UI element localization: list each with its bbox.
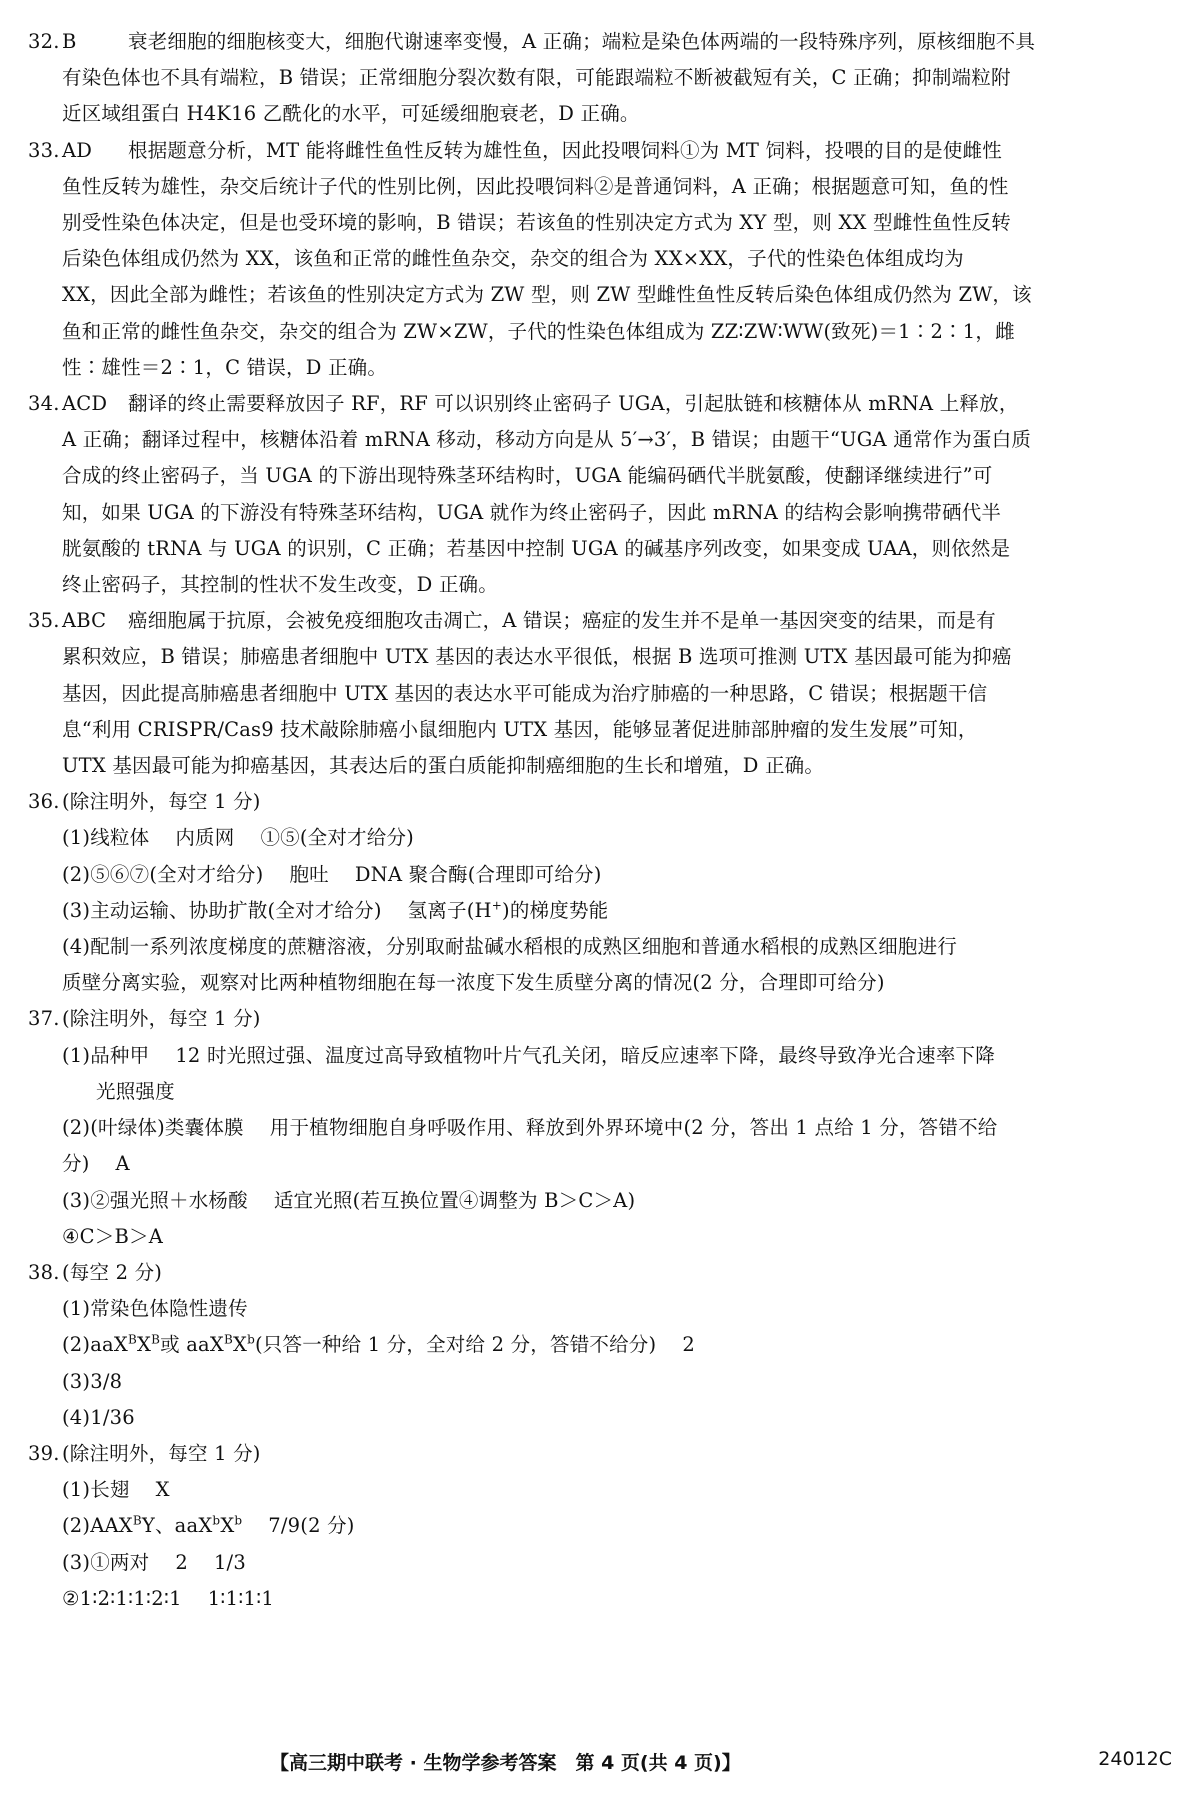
answer-36-part-1 [28,820,1174,856]
answer-text: (3)②强光照＋水杨酸 [62,1188,248,1212]
answer-text: (1)品种甲 [62,1043,150,1067]
superscript: B [132,1513,142,1528]
answer-text: (1)长翅 [62,1478,130,1502]
answer-text: (只答一种给 1 分，全对给 2 分，答错不给分) [254,1333,657,1357]
superscript: B [151,1332,161,1347]
answer-key: B [62,30,77,53]
explanation-line: 别受性染色体决定，但是也受环境的影响，B 错误；若该鱼的性别决定方式为 XY 型，则 XX 型雌性鱼性反转 [62,211,1011,235]
answer-text: 1/3 [213,1550,246,1574]
answer-text: 分) [62,1152,90,1176]
answer-text: 用于植物细胞自身呼吸作用、释放到外界环境中(2 分，答出 1 点给 1 分，答错不给 [269,1116,998,1140]
answer-key: ACD [62,392,108,416]
answer-text: 内质网 [175,826,235,850]
explanation-line: 性∶雄性＝2∶1，C 错误，D 正确。 [62,355,388,379]
question-number: 32. [28,30,60,53]
answer-text: (4)配制一系列浓度梯度的蔗糖溶液，分别取耐盐碱水稻根的成熟区细胞和普通水稻根的成熟区细胞进行 [62,935,958,959]
answer-38-part-1 [28,1291,1174,1327]
question-number: 35. [28,609,60,633]
explanation-line: 合成的终止密码子，当 UGA 的下游出现特殊茎环结构时，UGA 能编码硒代半胱氨酸，使翻译继续进行”可 [62,464,993,488]
explanation-line: XX，因此全部为雌性；若该鱼的性别决定方式为 ZW 型，则 ZW 型雌性鱼性反转后染色体组成仍然为 ZW，该 [62,283,1032,307]
genotype-text: X [220,1514,235,1538]
answer-38-part-2 [28,1327,1174,1363]
answer-39-part-2 [28,1508,1174,1544]
answer-text: 2 [175,1550,188,1574]
answer-page [28,24,1174,1617]
footer-title: 【高三期中联考 · 生物学参考答案 第 4 页(共 4 页)】 [270,1752,741,1774]
answer-text: A [115,1152,130,1176]
answer-text: ②1∶2∶1∶1∶2∶1 [62,1586,182,1610]
answer-39-part-3 [28,1545,1174,1581]
answer-text: 12 时光照过强、温度过高导致植物叶片气孔关闭，暗反应速率下降，最终导致净光合速率下降 [175,1043,995,1067]
genotype-text: (2)AAX [62,1514,133,1538]
answer-33 [28,133,1174,386]
superscript: B [223,1332,233,1347]
explanation-line: 衰老细胞的细胞核变大，细胞代谢速率变慢，A 正确；端粒是染色体两端的一段特殊序列，原核细胞不具 [128,30,1036,53]
answer-text: 胞吐 [289,862,329,886]
answer-36-part-4 [28,929,1174,1001]
answer-34 [28,386,1174,603]
genotype-text: X [233,1333,248,1357]
answer-text: 2 [682,1333,695,1357]
question-number: 33. [28,138,60,162]
answer-37-part-2 [28,1110,1174,1182]
scoring-note: (每空 2 分) [62,1260,163,1284]
explanation-line: 近区域组蛋白 H4K16 乙酰化的水平，可延缓细胞衰老，D 正确。 [62,102,640,126]
answer-39 [28,1436,1174,1472]
explanation-line: 鱼和正常的雌性鱼杂交，杂交的组合为 ZW×ZW，子代的性染色体组成为 ZZ∶ZW∶WW(致死)＝1∶2∶1，雌 [62,319,1015,343]
answer-37 [28,1001,1174,1037]
superscript: b [247,1332,255,1347]
scoring-note: (除注明外，每空 1 分) [62,1007,261,1031]
genotype-text: Y、aaX [141,1514,213,1538]
answer-39-part-1 [28,1472,1174,1508]
answer-32 [28,24,1174,133]
answer-text: ①⑤(全对才给分) [260,826,414,850]
answer-text: (3)①两对 [62,1550,150,1574]
question-number: 37. [28,1007,60,1031]
superscript: + [491,898,503,913]
explanation-line: 后染色体组成仍然为 XX，该鱼和正常的雌性鱼杂交，杂交的组合为 XX×XX，子代的性染色体组成均为 [62,247,964,271]
answer-text: 质壁分离实验，观察对比两种植物细胞在每一浓度下发生质壁分离的情况(2 分，合理即可给分) [62,971,885,995]
explanation-line: 鱼性反转为雄性，杂交后统计子代的性别比例，因此投喂饲料②是普通饲料，A 正确；根据题意可知，鱼的性 [62,174,1009,198]
superscript: B [127,1332,137,1347]
answer-36-part-3 [28,893,1174,929]
answer-text: 7/9(2 分) [268,1514,355,1538]
scoring-note: (除注明外，每空 1 分) [62,790,261,814]
answer-text: X [155,1478,170,1502]
question-number: 39. [28,1441,60,1465]
answer-text: (1)线粒体 [62,826,150,850]
answer-text: (2)⑤⑥⑦(全对才给分) [62,862,264,886]
explanation-line: A 正确；翻译过程中，核糖体沿着 mRNA 移动，移动方向是从 5′→3′，B 错误；由题干“UGA 通常作为蛋白质 [62,428,1032,452]
answer-36 [28,784,1174,820]
answer-38-part-4 [28,1400,1174,1436]
answer-text: )的梯度势能 [502,898,609,922]
explanation-line: 癌细胞属于抗原，会被免疫细胞攻击凋亡，A 错误；癌症的发生并不是单一基因突变的结果，而是有 [128,609,996,633]
answer-37-part-1 [28,1038,1174,1110]
explanation-line: 息“利用 CRISPR/Cas9 技术敲除肺癌小鼠细胞内 UTX 基因，能够显著促进肺部肿瘤的发生发展”可知， [62,717,978,741]
page-footer [0,1742,1200,1782]
answer-text: DNA 聚合酶(合理即可给分) [354,862,602,886]
scoring-note: (除注明外，每空 1 分) [62,1441,261,1465]
question-number: 36. [28,790,60,814]
answer-text: 光照强度 [96,1079,175,1103]
answer-key: AD [62,138,93,162]
answer-37-part-3 [28,1183,1174,1255]
answer-38 [28,1255,1174,1291]
answer-text: (3)3/8 [62,1369,123,1393]
answer-text: (3)主动运输、协助扩散(全对才给分) [62,898,382,922]
answer-text: ④C＞B＞A [62,1224,164,1248]
genotype-text: (2)aaX [62,1333,128,1357]
answer-text: (4)1/36 [62,1405,135,1429]
answer-36-part-2 [28,857,1174,893]
answer-text: (2)(叶绿体)类囊体膜 [62,1116,244,1140]
explanation-line: 基因，因此提高肺癌患者细胞中 UTX 基因的表达水平可能成为治疗肺癌的一种思路，C 错误；根据题干信 [62,681,988,705]
question-number: 38. [28,1260,60,1284]
answer-key: ABC [62,609,107,633]
answer-38-part-3 [28,1364,1174,1400]
explanation-line: 累积效应，B 错误；肺癌患者细胞中 UTX 基因的表达水平很低，根据 B 选项可推测 UTX 基因最可能为抑癌 [62,645,1012,669]
document-code: 24012C [1098,1748,1172,1770]
explanation-line: UTX 基因最可能为抑癌基因，其表达后的蛋白质能抑制癌细胞的生长和增殖，D 正确。 [62,754,825,778]
explanation-line: 终止密码子，其控制的性状不发生改变，D 正确。 [62,573,498,597]
explanation-line: 有染色体也不具有端粒，B 错误；正常细胞分裂次数有限，可能跟端粒不断被截短有关，C 正确；抑制端粒附 [62,66,1011,90]
explanation-line: 根据题意分析，MT 能将雌性鱼性反转为雄性鱼，因此投喂饲料①为 MT 饲料，投喂的目的是使雌性 [128,138,1002,162]
explanation-line: 翻译的终止需要释放因子 RF，RF 可以识别终止密码子 UGA，引起肽链和核糖体从 mRNA 上释放， [128,392,1019,416]
explanation-line: 胱氨酸的 tRNA 与 UGA 的识别，C 正确；若基因中控制 UGA 的碱基序列改变，如果变成 UAA，则依然是 [62,536,1011,560]
answer-text: 1∶1∶1∶1 [207,1586,274,1610]
superscript: b [234,1513,243,1528]
explanation-line: 知，如果 UGA 的下游没有特殊茎环结构，UGA 就作为终止密码子，因此 mRNA 的结构会影响携带硒代半 [62,500,1002,524]
question-number: 34. [28,392,60,416]
answer-text: 适宜光照(若互换位置④调整为 B＞C＞A) [273,1188,636,1212]
answer-text: (1)常染色体隐性遗传 [62,1297,248,1321]
genotype-text: X [137,1333,152,1357]
genotype-text: 或 aaX [160,1333,224,1357]
answer-35 [28,603,1174,784]
answer-39-part-4 [28,1581,1174,1617]
answer-text: 氢离子(H [407,898,492,922]
superscript: b [212,1513,221,1528]
